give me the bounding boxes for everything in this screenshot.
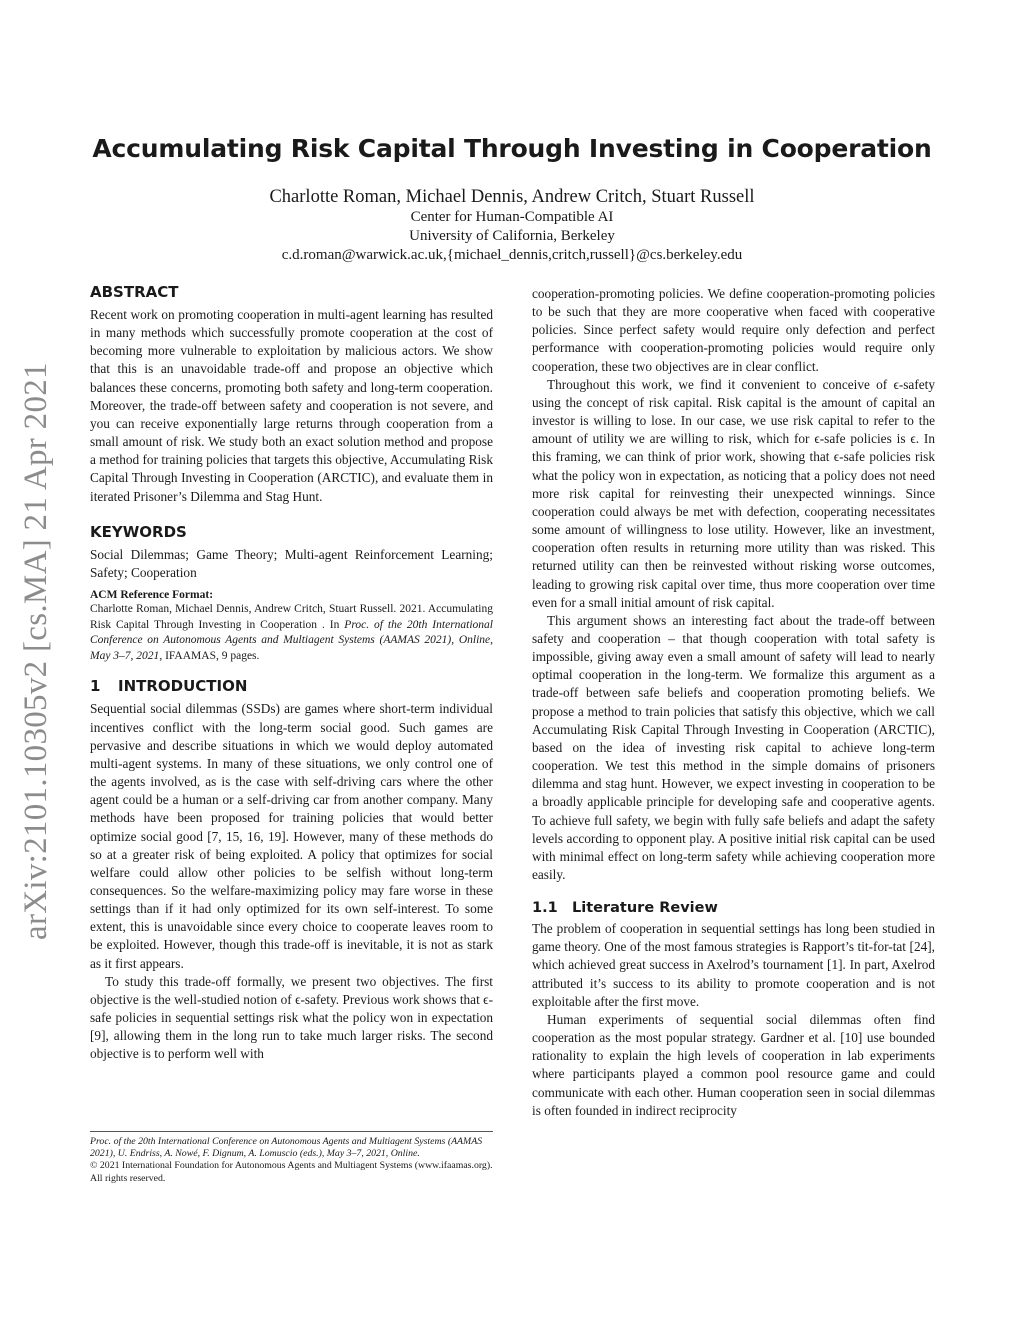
intro-paragraph-1: Sequential social dilemmas (SSDs) are games where short-term individual incentives conflict with the long-term social good. Such games are pervasive and describe situations in which we would deploy automated multi-agent systems. In many of these situations, we only control one of the agents involved, as is the case with self-driving cars where the other agent could be a human or a self-driving car from another company. Many methods have been proposed for training policies that would better optimize social good [7, 15, 16, 19]. However, many of these methods do so at a greater risk of being exploited. A policy that optimizes for social welfare could allow other policies to be selfish without long-term consequences. So the welfare-maximizing policy may fare worse in these settings than if it had only optimized for its own self-interest. To some extent, this is unavoidable since every choice to cooperate leaves room to be exploited. However, though this trade-off is inevitable, it is not as stark as it first appears. <box>90 701 493 971</box>
affiliation-university: University of California, Berkeley <box>409 228 615 244</box>
right-column <box>532 285 935 1120</box>
author-list: Charlotte Roman, Michael Dennis, Andrew Critch, Stuart Russell <box>269 187 755 207</box>
left-column <box>90 282 493 1064</box>
author-block <box>0 186 1024 265</box>
affiliation-center: Center for Human-Compatible AI <box>410 209 614 225</box>
literature-paragraph-1: The problem of cooperation in sequential settings has long been studied in game theory. One of the most famous strategies is Rapport’s tit-for-tat [24], which achieved great success in Axelrod’s tournament [1]. In part, Axelrod attributed it’s success to its ability to promote cooperation and is not exploitable after the first move. <box>532 921 935 1009</box>
intro-heading <box>90 676 493 696</box>
literature-review-heading <box>532 898 935 918</box>
intro-section-number: 1 <box>90 677 101 696</box>
arxiv-identifier: arXiv:2101.10305v2 [cs.MA] 21 Apr 2021 <box>18 362 54 940</box>
literature-review-number: 1.1 <box>532 900 558 917</box>
footnote-venue: Proc. of the 20th International Conference on Autonomous Agents and Multiagent Systems (AAMAS 2021), U. Endriss, A. Nowé, F. Dignum, A. Lomuscio (eds.), May 3–7, 2021, Online. <box>90 1136 483 1160</box>
acm-reference-tail: , IFAAMAS, 9 pages. <box>159 649 260 662</box>
literature-review-title: Literature Review <box>572 900 718 917</box>
abstract-text: Recent work on promoting cooperation in multi-agent learning has resulted in many methods which successfully promote cooperation at the cost of becoming more vulnerable to exploitation by malicious actors. We show that this is an unavoidable trade-off and propose an objective which balances these concerns, promoting both safety and long-term cooperation. Moreover, the trade-off between safety and cooperation is not severe, and you can receive exponentially large returns through cooperation from a small amount of risk. We study both an exact solution method and propose a method for training policies that targets this objective, Accumulating Risk Capital Through Investing in Cooperation (ARCTIC), and evaluate them in iterated Prisoner’s Dilemma and Stag Hunt. <box>90 307 493 504</box>
paper-title: Accumulating Risk Capital Through Investing in Cooperation <box>92 134 932 163</box>
literature-paragraph-2: Human experiments of sequential social dilemmas often find cooperation as the most popular strategy. Gardner et al. [10] use bounded rationality to explain the high levels of cooperation in lab experiments where participants played a common pool resource game and could communicate with each other. Human cooperation seen in social dilemmas is often founded in indirect reciprocity <box>532 1011 935 1118</box>
right-paragraph-2: Throughout this work, we find it convenient to conceive of ϵ-safety using the concept of risk capital. Risk capital is the amount of capital an investor is willing to lose. In our case, we use risk capital to refer to the amount of utility we are willing to risk, which for ϵ-safe policies is ϵ. In this framing, we can think of prior work, showing that ϵ-safe policies risk what the policy won in expectation, as noticing that a policy does not need more risk capital for reinvesting their unexpected winnings. Since cooperation could always be met with defection, cooperating necessitates some amount of willingness to lose utility. However, like an investment, cooperation often results in returning more utility than was risked. This returned utility can then be reinvested without risking worse outcomes, leading to growing risk capital over time, thus more cooperation over time even for a small initial amount of risk capital. <box>532 376 935 610</box>
abstract-heading: ABSTRACT <box>90 283 179 301</box>
right-paragraph-3: This argument shows an interesting fact about the trade-off between safety and cooperation – that though cooperation with total safety is impossible, giving away even a small amount of safety will lead to nearly optimal cooperation in the long-term. We formalize this argument as a trade-off between safe beliefs and cooperation promoting beliefs. We propose a method to train policies that satisfy this objective, which we call Accumulating Risk Capital Through Investing in Cooperation (ARCTIC), based on the idea of investing risk capital to achieve long-term cooperation. We test this method in the simple domains of prisoners dilemma and stag hunt. However, we expect investing in cooperation to be a broadly applicable principle for developing safe and cooperative agents. To achieve full safety, we begin with fully safe beliefs and adapt the safety levels according to opponent play. A positive initial risk capital can be used with minimal effect on long-term safety while achieving cooperation more easily. <box>532 612 935 882</box>
footnote-copyright: © 2021 International Foundation for Autonomous Agents and Multiagent Systems (www.ifaamas.org). All rights reserved. <box>90 1160 493 1184</box>
intro-paragraph-2: To study this trade-off formally, we present two objectives. The first objective is the well-studied notion of ϵ-safety. Previous work shows that ϵ-safe policies in sequential settings risk what the policy won in expectation [9], allowing them in the long run to take much larger risks. The second objective is to perform well with <box>90 973 493 1062</box>
right-paragraph-1: cooperation-promoting policies. We define cooperation-promoting policies to be such that they are more cooperative when faced with cooperative policies. Since perfect safety would require only defection and perfect performance with cooperation-promoting policies would require only cooperation, these two objectives are in clear conflict. <box>532 286 935 374</box>
acm-reference-text <box>90 602 493 664</box>
author-emails: c.d.roman@warwick.ac.uk,{michael_dennis,critch,russell}@cs.berkeley.edu <box>281 247 743 263</box>
acm-reference-plain: Charlotte Roman, Michael Dennis, Andrew Critch, Stuart Russell. 2021. Accumulating Risk Capital Through Investing in Cooperation . In <box>90 603 493 631</box>
venue-footnote <box>90 1131 493 1185</box>
intro-section-title: INTRODUCTION <box>118 677 248 696</box>
acm-reference-heading: ACM Reference Format: <box>90 589 214 602</box>
keywords-text: Social Dilemmas; Game Theory; Multi-agent Reinforcement Learning; Safety; Cooperation <box>90 546 493 580</box>
keywords-heading: KEYWORDS <box>90 522 187 541</box>
acm-reference-venue: Proc. of the 20th International Conference on Autonomous Agents and Multiagent Systems (AAMAS 2021), Online, May 3–7, 2021 <box>90 618 493 662</box>
